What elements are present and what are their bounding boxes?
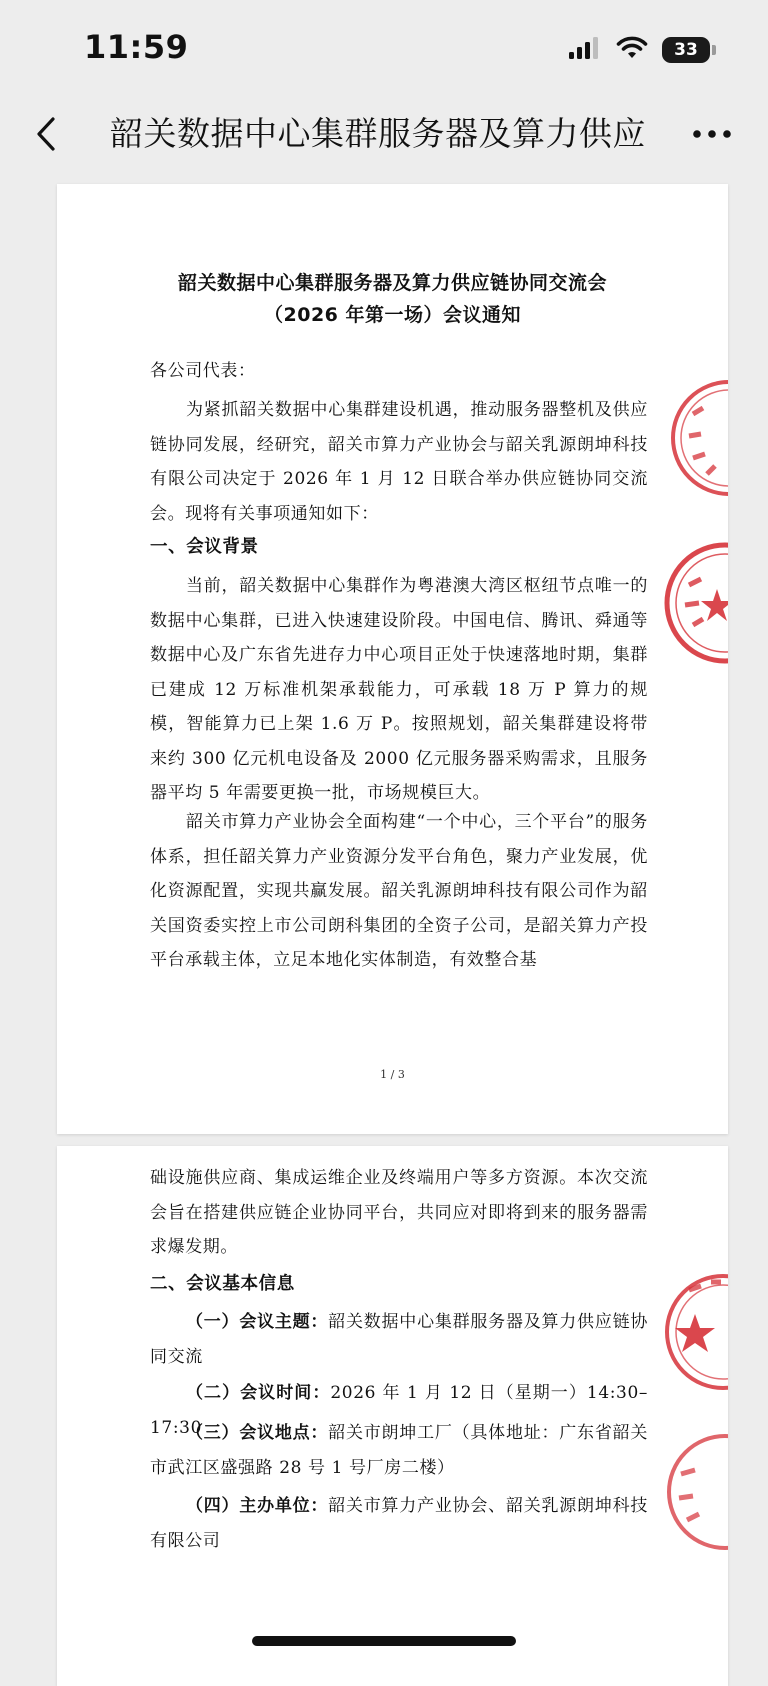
- back-chevron-icon: [35, 116, 57, 152]
- more-dots-icon: [692, 129, 732, 139]
- info-value-organizer: 韶关市算力产业协会、韶关乳源朗坤科技有限公司: [150, 1496, 648, 1551]
- seal-stamp-icon: [657, 539, 728, 669]
- intro-paragraph: 为紧抓韶关数据中心集群建设机遇，推动服务器整机及供应链协同发展，经研究，韶关市算力产业协会与韶关乳源朗坤科技有限公司决定于 2026 年 1 月 12 日联合举办供应链协同交流会。现将有关事项通知如下：: [150, 400, 648, 524]
- info-label-theme: （一）会议主题：: [186, 1312, 329, 1332]
- section-1-heading: 一、会议背景: [150, 537, 259, 557]
- seal-stamp-icon: [655, 1268, 728, 1398]
- status-icons: [568, 36, 716, 64]
- more-button[interactable]: [688, 110, 736, 158]
- signal-icon: [568, 36, 602, 64]
- status-time: 11:59: [84, 28, 189, 66]
- info-item-location: [150, 1416, 648, 1485]
- back-button[interactable]: [26, 110, 66, 158]
- battery-icon: [662, 37, 716, 63]
- battery-level: 33: [662, 37, 710, 63]
- page-number: 1 / 3: [380, 1068, 405, 1081]
- info-label-organizer: （四）主办单位：: [186, 1496, 329, 1516]
- section-1-paragraph-2: 韶关市算力产业协会全面构建“一个中心，三个平台”的服务体系，担任韶关算力产业资源分发平台角色，聚力产业发展，优化资源配置，实现共赢发展。韶关乳源朗坤科技有限公司作为韶关国资委实控上市公司朗科集团的全资子公司，是韶关算力产投平台承载主体，立足本地化实体制造，有效整合基: [150, 812, 648, 970]
- document-page-2[interactable]: [57, 1146, 728, 1686]
- info-value-theme: 韶关数据中心集群服务器及算力供应链协同交流: [150, 1312, 648, 1367]
- seal-stamp-icon: [657, 1428, 728, 1558]
- info-item-theme: [150, 1305, 648, 1374]
- wifi-icon: [616, 36, 648, 64]
- info-value-time: 2026 年 1 月 12 日（星期一）14:30–17:30: [150, 1383, 648, 1438]
- battery-cap: [712, 45, 716, 55]
- info-label-location: （三）会议地点：: [186, 1423, 329, 1443]
- section-1-paragraph-1: 当前，韶关数据中心集群作为粤港澳大湾区枢纽节点唯一的数据中心集群，已进入快速建设阶段。中国电信、腾讯、舜通等数据中心及广东省先进存力中心项目正处于快速落地时期，集群已建成 12 万标准机架承载能力，可承载 18 万 P 算力的规模，智能算力已上架 1.6 万 P。按照规划，韶关集群建设将带来约 300 亿元机电设备及 2000 亿元服务器采购需求，且服务器平均 5 年需要更换一批，市场规模巨大。: [150, 576, 648, 803]
- info-item-organizer: [150, 1489, 648, 1558]
- document-title-line-1: 韶关数据中心集群服务器及算力供应链协同交流会: [177, 272, 607, 294]
- status-bar: [0, 0, 768, 96]
- nav-bar: [0, 96, 768, 176]
- home-indicator[interactable]: [252, 1636, 516, 1646]
- info-label-time: （二）会议时间：: [186, 1383, 331, 1403]
- section-2-heading: 二、会议基本信息: [150, 1274, 295, 1294]
- document-page-1[interactable]: [57, 184, 728, 1134]
- document-title-line-2: （2026 年第一场）会议通知: [264, 304, 521, 326]
- info-value-location: 韶关市朗坤工厂（具体地址：广东省韶关市武江区盛强路 28 号 1 号厂房二楼）: [150, 1423, 648, 1478]
- salutation: 各公司代表：: [150, 361, 256, 381]
- seal-stamp-icon: [663, 374, 728, 504]
- continued-paragraph: 础设施供应商、集成运维企业及终端用户等多方资源。本次交流会旨在搭建供应链企业协同平台，共同应对即将到来的服务器需求爆发期。: [150, 1168, 648, 1257]
- nav-title: 韶关数据中心集群服务器及算力供应: [110, 114, 646, 153]
